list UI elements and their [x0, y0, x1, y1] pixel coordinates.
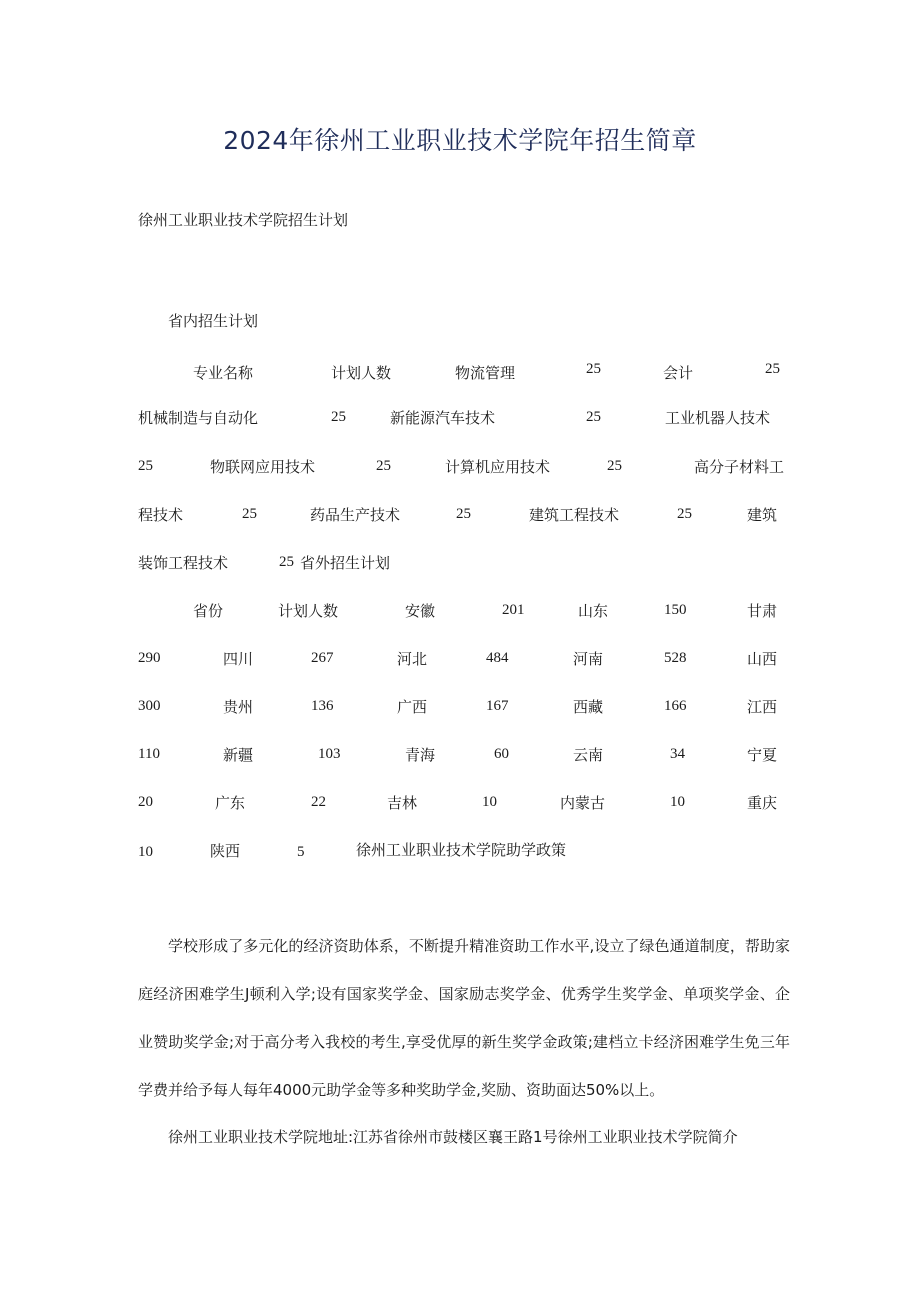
major-name: 药品生产技术 — [310, 506, 401, 524]
province-count: 150 — [664, 602, 687, 618]
province-count: 60 — [494, 746, 509, 762]
province-name: 山西 — [747, 650, 778, 668]
major-count: 25 — [456, 506, 471, 522]
section-heading-plan: 徐州工业职业技术学院招生计划 — [138, 211, 349, 229]
province-name: 重庆 — [747, 794, 778, 812]
province-count: 34 — [670, 746, 685, 762]
province-name: 青海 — [405, 746, 436, 764]
major-name: 工业机器人技术 — [665, 409, 771, 427]
major-count: 25 — [331, 409, 346, 425]
province-count: 167 — [486, 698, 509, 714]
major-count: 25 — [586, 409, 601, 425]
province-count: 267 — [311, 650, 334, 666]
province-name: 四川 — [223, 650, 254, 668]
province-name: 吉林 — [387, 794, 418, 812]
col-header-major: 专业名称 — [193, 364, 254, 382]
major-name-part: 高分子材料工 — [694, 458, 785, 476]
address-line: 徐州工业职业技术学院地址:江苏省徐州市鼓楼区襄王路1号徐州工业职业技术学院简介 — [168, 1128, 738, 1146]
province-count: 528 — [664, 650, 687, 666]
province-name: 甘肃 — [747, 602, 778, 620]
col-header-count: 计划人数 — [278, 602, 339, 620]
province-name: 江西 — [747, 698, 778, 716]
major-name: 会计 — [663, 364, 694, 382]
province-name: 内蒙古 — [560, 794, 606, 812]
major-name: 物联网应用技术 — [210, 458, 316, 476]
province-name: 山东 — [578, 602, 609, 620]
major-count: 25 — [765, 361, 780, 377]
province-name: 河北 — [397, 650, 428, 668]
province-count: 300 — [138, 698, 161, 714]
province-count: 20 — [138, 794, 153, 810]
col-header-count: 计划人数 — [331, 364, 392, 382]
province-count: 201 — [502, 602, 525, 618]
province-name: 广东 — [215, 794, 246, 812]
major-count: 25 — [607, 458, 622, 474]
major-name: 计算机应用技术 — [445, 458, 551, 476]
province-name: 河南 — [573, 650, 604, 668]
province-name: 安徽 — [405, 602, 436, 620]
col-header-province: 省份 — [193, 602, 224, 620]
major-count: 25 — [586, 361, 601, 377]
province-count: 10 — [482, 794, 497, 810]
major-count: 25 — [279, 554, 294, 570]
province-name: 西藏 — [573, 698, 604, 716]
province-count: 290 — [138, 650, 161, 666]
major-name: 建筑工程技术 — [529, 506, 620, 524]
province-name: 云南 — [573, 746, 604, 764]
province-count: 103 — [318, 746, 341, 762]
major-name: 物流管理 — [455, 364, 516, 382]
province-name: 陕西 — [210, 842, 241, 860]
province-count: 484 — [486, 650, 509, 666]
province-name: 宁夏 — [747, 746, 778, 764]
province-count: 110 — [138, 746, 160, 762]
in-province-heading: 省内招生计划 — [168, 312, 259, 330]
province-name: 贵州 — [223, 698, 254, 716]
major-name-part: 装饰工程技术 — [138, 554, 229, 572]
aid-policy-paragraph: 学校形成了多元化的经济资助体系，不断提升精准资助工作水平,设立了绿色通道制度，帮助家庭经济困难学生J顿利入学;设有国家奖学金、国家励志奖学金、优秀学生奖学金、单项奖学金、企业赞助奖学金;对于高分考入我校的考生,享受优厚的新生奖学金政策;建档立卡经济困难学生免三年学费并给予每人每年4000元助学金等多种奖助学金,奖励、资助面达50%以上。 — [138, 937, 790, 1099]
province-name: 广西 — [397, 698, 428, 716]
aid-policy-heading: 徐州工业职业技术学院助学政策 — [356, 841, 567, 859]
province-count: 22 — [311, 794, 326, 810]
major-name-part: 建筑 — [747, 506, 778, 524]
province-count: 10 — [670, 794, 685, 810]
major-count: 25 — [376, 458, 391, 474]
major-count: 25 — [677, 506, 692, 522]
province-count: 10 — [138, 844, 153, 860]
major-count: 25 — [242, 506, 257, 522]
major-name: 新能源汽车技术 — [390, 409, 496, 427]
province-name: 新疆 — [223, 746, 254, 764]
out-province-heading: 省外招生计划 — [300, 554, 391, 572]
province-count: 166 — [664, 698, 687, 714]
major-count: 25 — [138, 458, 153, 474]
province-count: 136 — [311, 698, 334, 714]
major-name: 机械制造与自动化 — [138, 409, 259, 427]
province-count: 5 — [297, 844, 305, 860]
major-name-part: 程技术 — [138, 506, 184, 524]
page-title: 2024年徐州工业职业技术学院年招生简章 — [223, 126, 697, 155]
